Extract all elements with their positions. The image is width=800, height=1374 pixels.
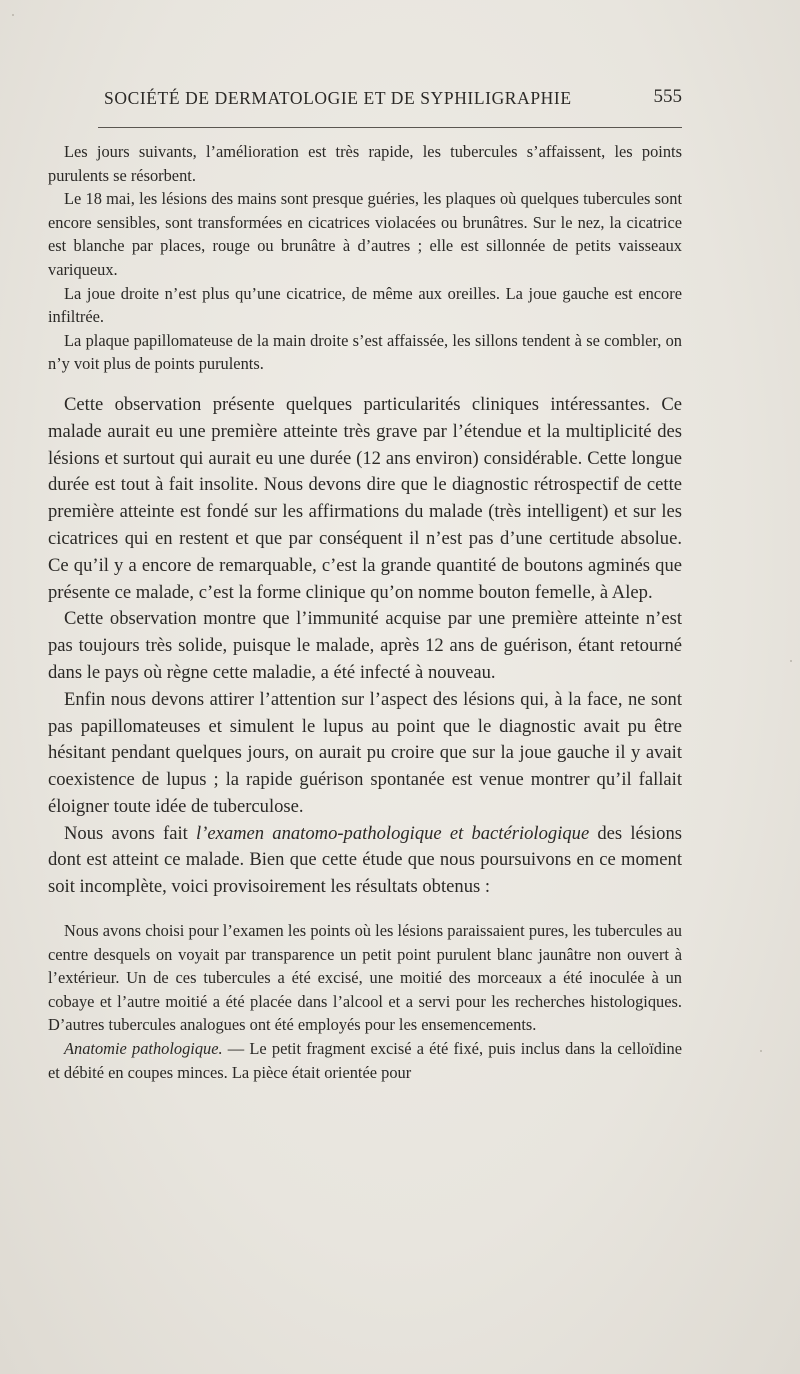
running-header (104, 88, 682, 116)
paragraph: Le 18 mai, les lésions des mains sont presque guéries, les plaques où quelques tubercules sont encore sensibles, sont transformées en cicatrices violacées ou brunâtres. Sur le nez, la cicatrice est blanche par places, rouge ou brunâtre à d’autres ; elle est sillonnée de petits vaisseaux variqueux. (48, 189, 682, 279)
italic-heading: Anatomie pathologique. (64, 1039, 223, 1059)
paragraph: Cette observation présente quelques particularités cliniques intéressantes. Ce malade aurait eu une première atteinte très grave par l’étendue et la multiplicité des lésions et surtout qui aurait eu une durée (12 ans environ) considérable. Cette longue durée est tout à fait insolite. Nous devons dire que le diagnostic rétrospectif de cette première atteinte est fondé sur les affirmations du malade (très intelligent) et sur les cicatrices qui en restent et que par conséquent il n’est pas d’une certitude absolue. Ce qu’il y a encore de remarquable, c’est la grande quantité de boutons agminés que présente ce malade, c’est la forme clinique qu’on nomme bouton femelle, à Alep. (48, 393, 682, 603)
paragraph (48, 1037, 682, 1084)
italic-text: l’examen anatomo-pathologique et bactériologique (195, 822, 590, 844)
paragraph: La plaque papillomateuse de la main droite s’est affaissée, les sillons tendent à se combler, on n’y voit plus de points purulents. (48, 330, 682, 374)
running-title: SOCIÉTÉ DE DERMATOLOGIE ET DE SYPHILIGRAPHIE (104, 88, 572, 108)
discussion-section (48, 392, 682, 901)
paragraph: Les jours suivants, l’amélioration est très rapide, les tubercules s’affaissent, les points purulents se résorbent. (48, 142, 682, 185)
examination-section (48, 919, 682, 1084)
paragraph (48, 821, 682, 901)
text-run: Nous avons fait (64, 822, 196, 844)
paragraph: La joue droite n’est plus qu’une cicatrice, de même aux oreilles. La joue gauche est encore infiltrée. (48, 283, 682, 327)
text-run: des lésions dont est atteint ce malade. Bien que cette étude que nous poursuivons en ce moment soit incomplète, voici provisoirement les résultats obtenus : (48, 822, 683, 898)
paragraph: Cette observation montre que l’immunité acquise par une première atteinte n’est pas toujours très solide, puisque le malade, après 12 ans de guérison, étant retourné dans le pays où règne cette maladie, a été infecté à nouveau. (48, 608, 682, 683)
header-rule (98, 127, 682, 128)
paper-speck (790, 660, 792, 662)
text-run: — Le petit fragment excisé a été fixé, puis inclus dans la celloïdine et débité en coupes minces. La pièce était orientée pour (48, 1039, 682, 1082)
paragraph: Enfin nous devons attirer l’attention sur l’aspect des lésions qui, à la face, ne sont pas papillomateuses et simulent le lupus au point que le diagnostic avait pu être hésitant pendant quelques jours, on aurait pu croire que sur la joue gauche il y avait coexistence de lupus ; la rapide guérison spontanée est venue montrer qu’il fallait éloigner toute idée de tuberculose. (48, 688, 682, 817)
page-body (48, 140, 682, 1084)
paper-speck (760, 1050, 762, 1052)
case-followup-section (48, 140, 682, 376)
paragraph: Nous avons choisi pour l’examen les points où les lésions paraissaient pures, les tubercules au centre desquels on voyait par transparence un petit point purulent blanc jaunâtre non ouvert à l’extérieur. Un de ces tubercules a été excisé, une moitié des morceaux a été inoculée à un cobaye et l’autre moitié a été placée dans l’alcool et a servi pour les recherches histologiques. D’autres tubercules analogues ont été employés pour les ensemencements. (48, 921, 682, 1035)
page-number: 555 (653, 86, 682, 107)
paper-speck (12, 14, 14, 16)
